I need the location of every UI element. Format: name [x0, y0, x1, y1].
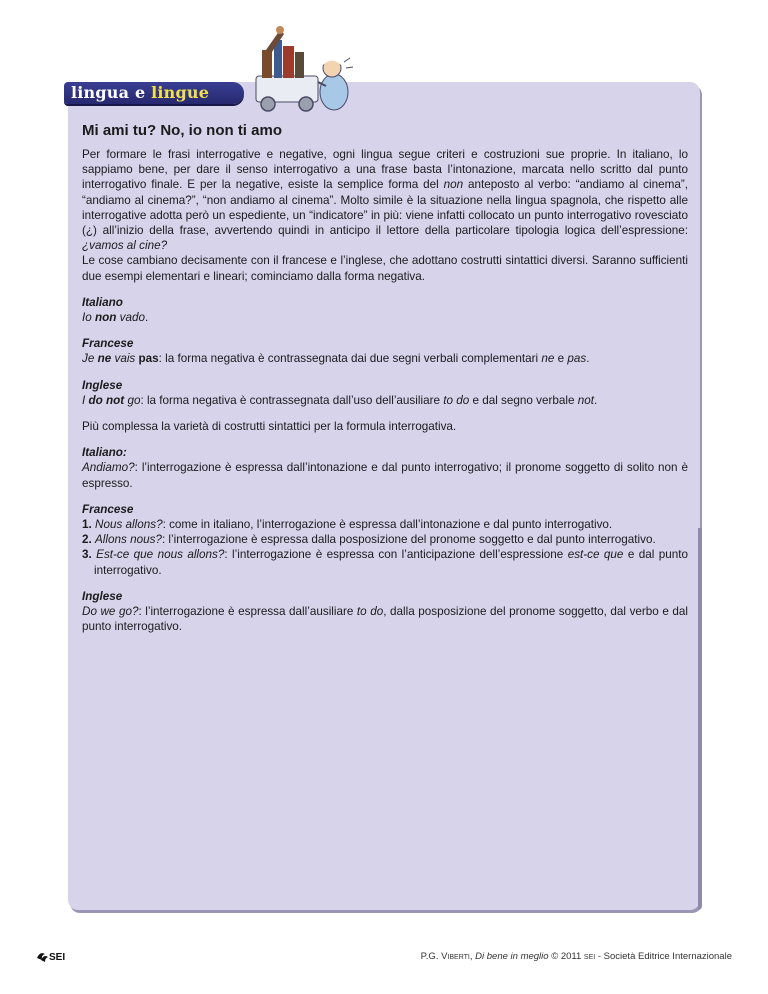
article: [82, 122, 688, 634]
sei-logo-icon: [36, 950, 72, 962]
transition-paragraph: Più complessa la varietà di costrutti sintattici per la formula interrogativa.: [82, 420, 457, 434]
label-italiano: Italiano: [82, 295, 123, 309]
list-item: 2. Allons nous?: l’interrogazione è espressa dalla posposizione del pronome soggetto e dal punto interrogativo.: [82, 533, 656, 547]
list-item: 1. Nous allons?: come in italiano, l’interrogazione è espressa dall’intonazione e dal punto interrogativo.: [82, 518, 613, 532]
cart-with-books-person-icon: [222, 22, 362, 114]
label-inglese-interrogative: Inglese: [82, 589, 123, 603]
interrogative-italian: Italiano: Andiamo?: l’interrogazione è espressa dall’intonazione e dal punto interrogativo; il pronome soggetto di solito non è espresso.: [82, 446, 688, 490]
article-title: Mi ami tu? No, io non ti amo: [82, 122, 282, 139]
label-italiano-interrogative: Italiano:: [82, 446, 127, 460]
label-inglese: Inglese: [82, 378, 123, 392]
label-francese: Francese: [82, 337, 134, 351]
interrogative-english: Inglese Do we go?: l’interrogazione è espressa dall’ausiliare to do, dalla posposizione del pronome soggetto, dal verbo e dal punto interrogativo.: [82, 589, 688, 634]
intro-paragraph-2: Le cose cambiano decisamente con il francese e l’inglese, che adottano costrutti sintattici diversi. Saranno sufficienti due esempi elementari e lineari; cominciamo dalla forma negativa.: [82, 254, 688, 283]
interrogative-french: [82, 502, 688, 578]
intro-paragraph-1: Per formare le frasi interrogative e negative, ogni lingua segue criteri e costruzioni sue proprie. In italiano, lo sappiamo bene, per dare il senso interrogativo a una frase basta l’intonazione, marcata nello scritto dal punto interrogativo finale. E per la negative, esiste la semplice forma del non anteposto al verbo: “andiamo al cinema”, “andiamo al cinema?”, “non andiamo al cinema”. Molto simile è la situazione nella lingua spagnola, che rispetto alle interrogative adotta però un espediente, un “indicatore” in più: viene infatti collocato un punto interrogativo rovesciato (¿) all’inizio della frase, avvertendo quindi in anticipo il lettore della particolare tipologia logica dell’espressione: ¿vamos al cine?: [82, 148, 688, 253]
footer-credit: P.G. Viberti, Di bene in meglio © 2011 sei - Società Editrice Internazionale: [420, 951, 732, 962]
panel-shadow-edge: [698, 528, 702, 910]
negative-italian: Italiano Io non vado.: [82, 295, 688, 325]
negative-french: Francese Je ne vais pas: la forma negativa è contrassegnata dai due segni verbali complementari ne e pas.: [82, 336, 688, 366]
section-badge-label: lingua e lingue: [71, 83, 210, 102]
french-examples-list: [82, 517, 688, 578]
section-badge: [64, 82, 244, 104]
list-item: 3. Est-ce que nous allons?: l’interrogazione è espressa con l’anticipazione dell’espressione est-ce que e dal punto interrogativo.: [82, 548, 688, 577]
label-francese-interrogative: Francese: [82, 502, 134, 516]
negative-english: Inglese I do not go: la forma negativa è contrassegnata dall’uso dell’ausiliare to do e dal segno verbale not.: [82, 378, 688, 408]
svg-text:SEI: SEI: [49, 952, 66, 962]
